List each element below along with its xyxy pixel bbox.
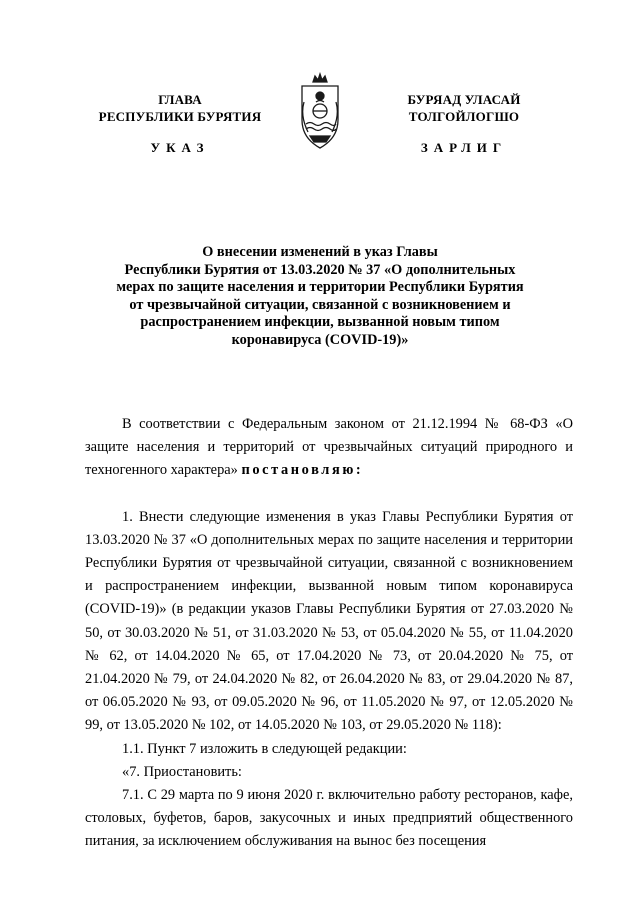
header-right-line1: БУРЯАД УЛАСАЙ: [407, 92, 521, 107]
title-line: О внесении изменений в указ Главы: [202, 244, 438, 260]
title-line: распространением инфекции, вызванной новым типом: [140, 314, 500, 331]
document-body: [85, 413, 573, 854]
preamble-paragraph: [85, 413, 573, 483]
coat-of-arms-icon: [296, 72, 344, 152]
title-line: мерах по защите населения и территории Республики Бурятия: [116, 279, 524, 296]
paragraph-7-1: 7.1. С 29 марта по 9 июня 2020 г. включительно работу ресторанов, кафе, столовых, буфетов, баров, закусочных и иных предприятий общественного питания, за исключением обслуживания на вынос без посещения: [85, 787, 573, 850]
decree-label-bua: ЗАРЛИГ: [420, 140, 508, 155]
header-left-line1: ГЛАВА: [158, 92, 202, 107]
paragraph-7: «7. Приостановить:: [122, 763, 242, 780]
decree-label-ru: УКАЗ: [150, 140, 210, 155]
header-right: [364, 91, 564, 125]
preamble-text: В соответствии с Федеральным законом от 21.12.1994 № 68-ФЗ «О защите населения и территорий от чрезвычайных ситуаций природного и техногенного характера»: [85, 416, 573, 479]
title-line: от чрезвычайной ситуации, связанной с возникновением и: [129, 296, 511, 313]
header-left-line2: РЕСПУБЛИКИ БУРЯТИЯ: [98, 109, 262, 124]
header-right-line2: ТОЛГОЙЛОГШО: [408, 109, 520, 124]
title-line: коронавируса (COVID-19)»: [231, 331, 409, 348]
document-title: [100, 244, 540, 350]
paragraph-1: 1. Внести следующие изменения в указ Главы Республики Бурятия от 13.03.2020 № 37 «О дополнительных мерах по защите населения и территории Республики Бурятия от чрезвычайной ситуации, связанной с возникновением и распространением инфекции, вызванной новым типом коронавируса (COVID-19)» (в редакции указов Главы Республики Бурятия от 27.03.2020 № 50, от 30.03.2020 № 51, от 31.03.2020 № 53, от 05.04.2020 № 55, от 11.04.2020 № 62, от 14.04.2020 № 65, от 17.04.2020 № 73, от 20.04.2020 № 75, от 21.04.2020 № 79, от 24.04.2020 № 82, от 26.04.2020 № 83, от 29.04.2020 № 87, от 06.05.2020 № 93, от 09.05.2020 № 96, от 11.05.2020 № 97, от 12.05.2020 № 99, от 13.05.2020 № 102, от 14.05.2020 № 103, от 29.05.2020 № 118):: [85, 508, 573, 734]
header-left: [70, 91, 290, 125]
preamble-decree-word: постановляю:: [241, 462, 364, 479]
paragraph-1-1: 1.1. Пункт 7 изложить в следующей редакции:: [122, 740, 407, 757]
title-line: Республики Бурятия от 13.03.2020 № 37 «О дополнительных: [124, 261, 516, 278]
